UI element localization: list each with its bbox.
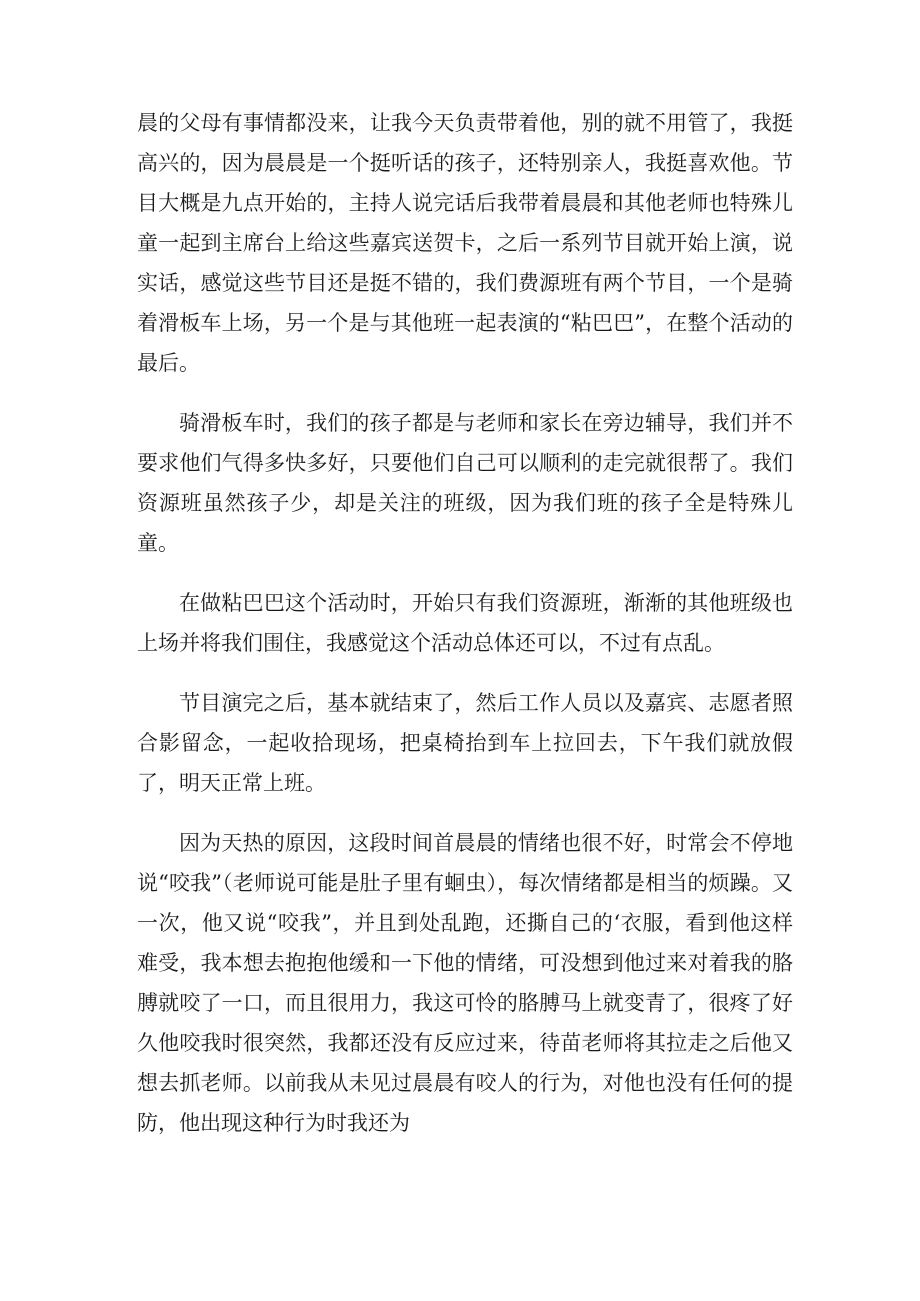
document-page	[137, 103, 793, 1163]
paragraph-3: 在做粘巴巴这个活动时，开始只有我们资源班，渐渐的其他班级也上场并将我们围住，我感觉这个活动总体还可以，不过有点乱。	[137, 591, 793, 655]
paragraph-5: 因为天热的原因，这段时间首晨晨的情绪也很不好，时常会不停地说“咬我”（老师说可能是肚子里有蛔虫），每次情绪都是相当的烦躁。又一次，他又说“咬我”，并且到处乱跑，还撕自己的‘衣服，看到他这样难受，我本想去抱抱他缓和一下他的情绪，可没想到他过来对着我的胳膊就咬了一口，而且很用力，我这可怜的胳膊马上就变青了，很疼了好久他咬我时很突然，我都还没有反应过来，待苗老师将其拉走之后他又想去抓老师。以前我从未见过晨晨有咬人的行为，对他也没有任何的提防，他出现这种行为时我还为	[137, 831, 793, 1135]
paragraph-2: 骑滑板车时，我们的孩子都是与老师和家长在旁边辅导，我们并不要求他们气得多快多好，只要他们自己可以顺利的走完就很帮了。我们资源班虽然孩子少，却是关注的班级，因为我们班的孩子全是特殊儿童。	[137, 411, 793, 555]
paragraph-1: 晨的父母有事情都没来，让我今天负责带着他，别的就不用管了，我挺高兴的，因为晨晨是一个挺听话的孩子，还特别亲人，我挺喜欢他。节目大概是九点开始的，主持人说完话后我带着晨晨和其他老师也特殊儿童一起到主席台上给这些嘉宾送贺卡，之后一系列节目就开始上演，说实话，感觉这些节目还是挺不错的，我们费源班有两个节目，一个是骑着滑板车上场，另一个是与其他班一起表演的“粘巴巴”，在整个活动的最后。	[137, 111, 793, 375]
paragraph-4: 节目演完之后，基本就结束了，然后工作人员以及嘉宾、志愿者照合影留念，一起收拾现场，把桌椅抬到车上拉回去，下午我们就放假了，明天正常上班。	[137, 691, 793, 795]
